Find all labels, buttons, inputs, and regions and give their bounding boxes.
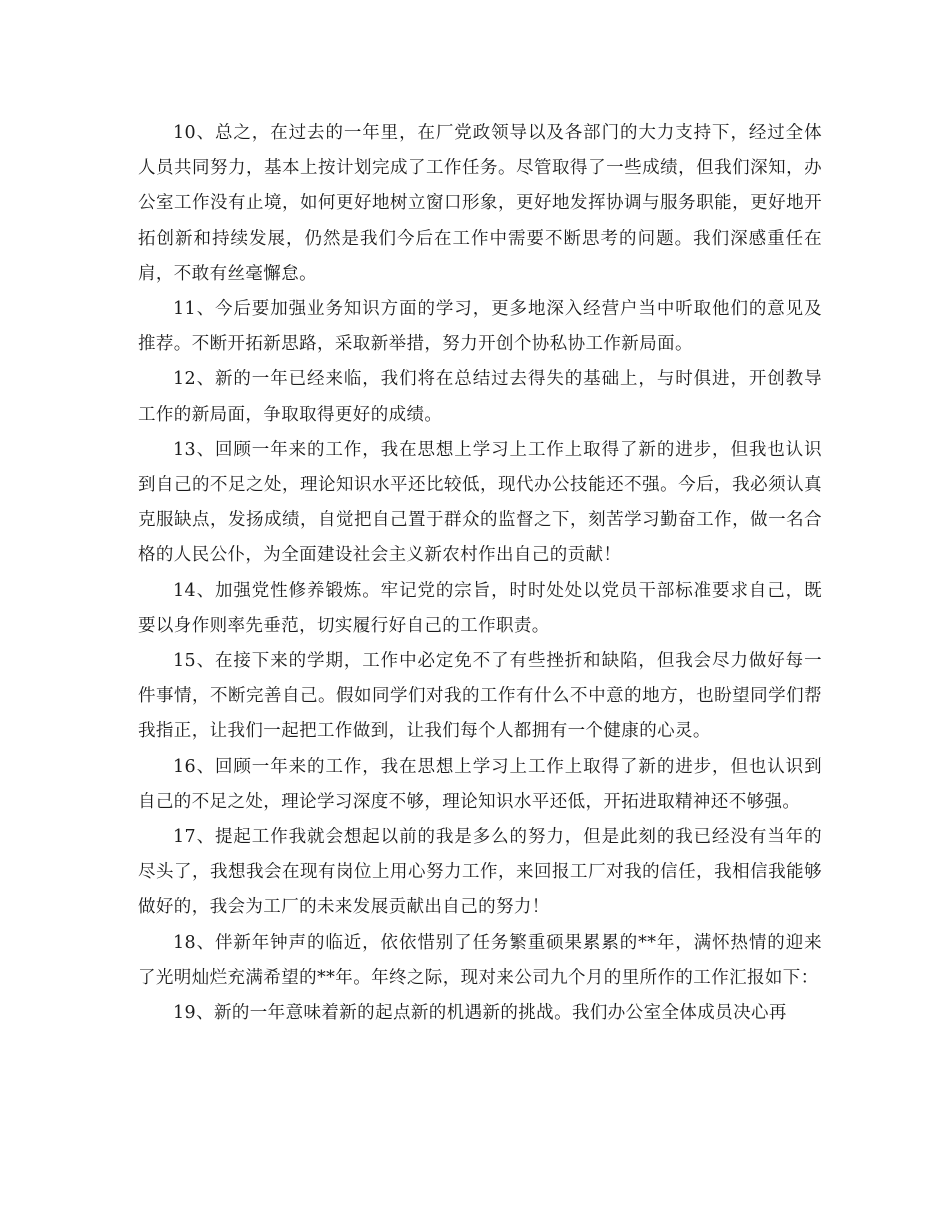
paragraph-18: 18、伴新年钟声的临近，依依惜别了任务繁重硕果累累的**年，满怀热情的迎来了光明灿烂充满希望的**年。年终之际，现对来公司九个月的里所作的工作汇报如下： [138,932,822,988]
paragraph-17: 17、提起工作我就会想起以前的我是多么的努力，但是此刻的我已经没有当年的尽头了，我想我会在现有岗位上用心努力工作，来回报工厂对我的信任，我相信我能够做好的，我会为工厂的未来发展贡献出自己的努力！ [138,827,822,918]
paragraph-15: 15、在接下来的学期，工作中必定免不了有些挫折和缺陷，但我会尽力做好每一件事情，不断完善自己。假如同学们对我的工作有什么不中意的地方，也盼望同学们帮我指正，让我们一起把工作做到，让我们每个人都拥有一个健康的心灵。 [138,651,822,742]
paragraph-10: 10、总之，在过去的一年里，在厂党政领导以及各部门的大力支持下，经过全体人员共同努力，基本上按计划完成了工作任务。尽管取得了一些成绩，但我们深知，办公室工作没有止境，如何更好地树立窗口形象，更好地发挥协调与服务职能，更好地开拓创新和持续发展，仍然是我们今后在工作中需要不断思考的问题。我们深感重任在肩，不敢有丝毫懈怠。 [138,123,822,284]
paragraph-16: 16、回顾一年来的工作，我在思想上学习上工作上取得了新的进步，但也认识到自己的不足之处，理论学习深度不够，理论知识水平还低，开拓进取精神还不够强。 [138,756,822,812]
paragraph-14: 14、加强党性修养锻炼。牢记党的宗旨，时时处处以党员干部标准要求自己，既要以身作则率先垂范，切实履行好自己的工作职责。 [138,580,822,636]
paragraph-12: 12、新的一年已经来临，我们将在总结过去得失的基础上，与时俱进，开创教导工作的新局面，争取取得更好的成绩。 [138,369,822,425]
paragraph-11: 11、今后要加强业务知识方面的学习，更多地深入经营户当中听取他们的意见及推荐。不断开拓新思路，采取新举措，努力开创个协私协工作新局面。 [138,299,822,355]
paragraph-13: 13、回顾一年来的工作，我在思想上学习上工作上取得了新的进步，但我也认识到自己的不足之处，理论知识水平还比较低，现代办公技能还不强。今后，我必须认真克服缺点，发扬成绩，自觉把自己置于群众的监督之下，刻苦学习勤奋工作，做一名合格的人民公仆，为全面建设社会主义新农村作出自己的贡献！ [138,439,822,566]
document-body [138,116,822,1031]
paragraph-19: 19、新的一年意味着新的起点新的机遇新的挑战。我们办公室全体成员决心再 [173,1003,787,1024]
